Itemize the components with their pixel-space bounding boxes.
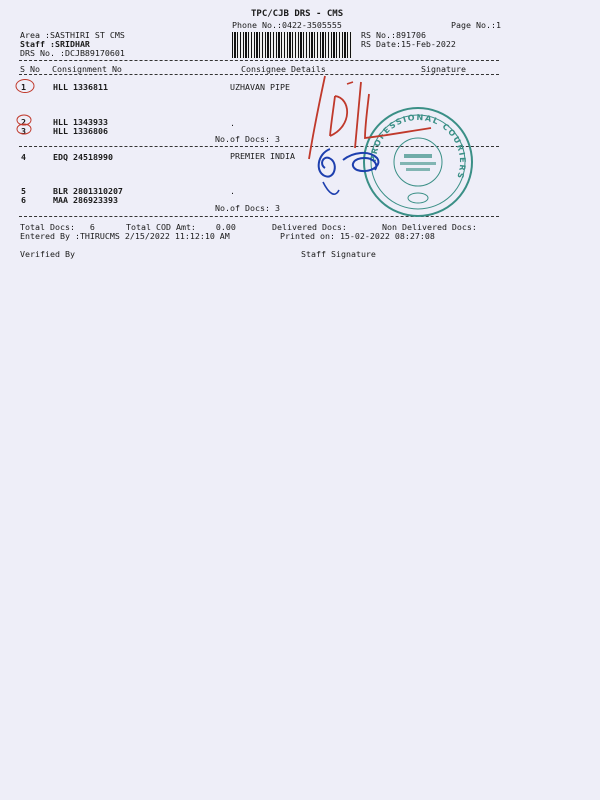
group-total: No.of Docs: 3 xyxy=(215,203,280,213)
stamp-text: PROFESSIONAL COURIERS xyxy=(368,112,468,181)
handwritten-circle xyxy=(14,112,36,138)
col-header-consignment: Consignment No xyxy=(52,64,122,74)
delivered-docs: Delivered Docs: xyxy=(272,222,347,232)
area-label: Area :SASTHIRI ST CMS xyxy=(20,30,125,40)
barcode xyxy=(232,32,352,58)
row-consignee: UZHAVAN PIPE xyxy=(230,82,290,92)
row-consignment: HLL 1343933 xyxy=(53,117,108,127)
row-consignee: PREMIER INDIA xyxy=(230,151,295,161)
col-header-sno: S No xyxy=(20,64,40,74)
row-sno: 4 xyxy=(21,152,26,162)
row-consignment: HLL 1336806 xyxy=(53,126,108,136)
page-number: Page No.:1 xyxy=(451,20,501,30)
row-sno: 6 xyxy=(21,195,26,205)
handwritten-circle xyxy=(14,78,36,94)
row-sno: 1 xyxy=(21,82,26,92)
col-header-signature: Signature xyxy=(421,64,466,74)
row-consignment: EDQ 24518990 xyxy=(53,152,113,162)
col-header-consignee: Consignee Details xyxy=(241,64,326,74)
drs-number: DRS No. :DCJB89170601 xyxy=(20,48,125,58)
row-sno: 3 xyxy=(21,126,26,136)
rs-date: RS Date:15-Feb-2022 xyxy=(361,39,456,49)
total-cod-amount: Total COD Amt: 0.00 xyxy=(126,222,236,232)
entered-by: Entered By :THIRUCMS 2/15/2022 11:12:10 AM xyxy=(20,231,230,241)
divider xyxy=(19,60,499,61)
rs-number: RS No.:891706 xyxy=(361,30,426,40)
handwritten-signature xyxy=(295,64,485,214)
document-title: TPC/CJB DRS - CMS xyxy=(251,9,344,19)
row-consignment: BLR 2801310207 xyxy=(53,186,123,196)
row-consignment: MAA 286923393 xyxy=(53,195,118,205)
non-delivered-docs: Non Delivered Docs: xyxy=(382,222,477,232)
row-sno: 5 xyxy=(21,186,26,196)
row-sno: 2 xyxy=(21,117,26,127)
staff-signature: Staff Signature xyxy=(301,249,376,259)
total-docs: Total Docs: 6 xyxy=(20,222,95,232)
verified-by: Verified By xyxy=(20,249,75,259)
row-consignment: HLL 1336811 xyxy=(53,82,108,92)
staff-label: Staff :SRIDHAR xyxy=(20,39,90,49)
dot-mark: . xyxy=(230,118,235,128)
printed-on: Printed on: 15-02-2022 08:27:08 xyxy=(280,231,435,241)
phone-number: Phone No.:0422-3505555 xyxy=(232,20,342,30)
dot-mark: . xyxy=(230,186,235,196)
group-total: No.of Docs: 3 xyxy=(215,134,280,144)
